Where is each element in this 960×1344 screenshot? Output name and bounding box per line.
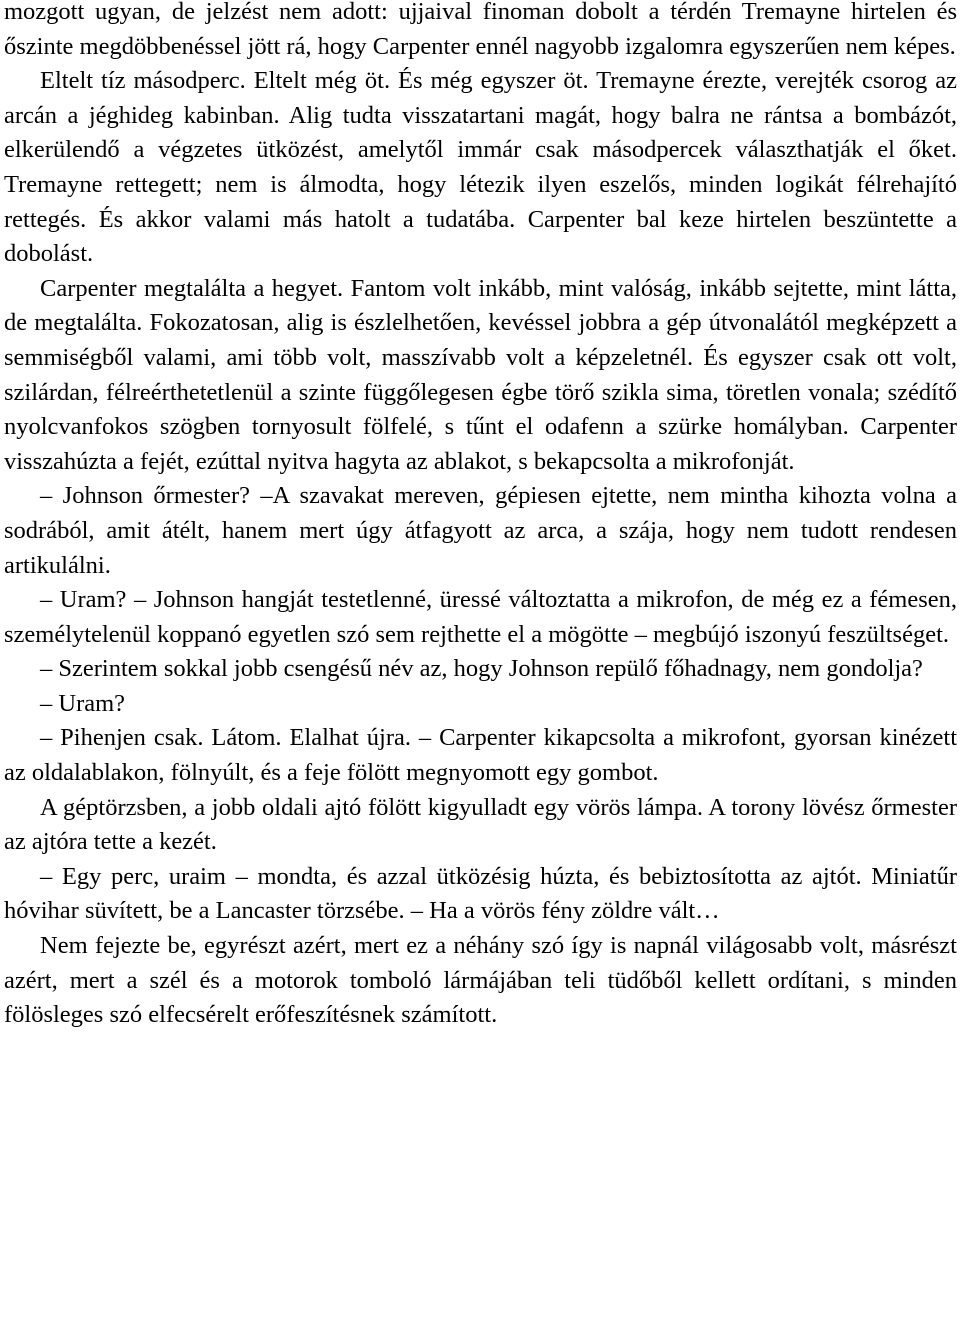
body-text xyxy=(4,0,957,1033)
paragraph: Eltelt tíz másodperc. Eltelt még öt. És még egyszer öt. Tremayne érezte, verejték csorog az arcán a jéghideg kabinban. Alig tudta visszatartani magát, hogy balra ne rántsa a bombázót, elkerülendő a végzetes ütközést, amelytől immár csak másodpercek választhatják el őket. Tremayne rettegett; nem is álmodta, hogy létezik ilyen eszelős, minden logikát félrehajító rettegés. És akkor valami más hatolt a tudatába. Carpenter bal keze hirtelen beszüntette a dobolást. xyxy=(4,67,957,268)
paragraph: A géptörzsben, a jobb oldali ajtó fölött kigyulladt egy vörös lámpa. A torony lövész őrmester az ajtóra tette a kezét. xyxy=(4,793,957,856)
paragraph: mozgott ugyan, de jelzést nem adott: ujjaival finoman dobolt a térdén Tremayne hirtelen és őszinte megdöbbenéssel jött rá, hogy Carpenter ennél nagyobb izgalomra egyszerűen nem képes. xyxy=(4,0,957,60)
dialogue-paragraph: – Egy perc, uraim – mondta, és azzal ütközésig húzta, és bebiztosította az ajtót. Miniatűr hóvihar süvített, be a Lancaster törzsébe. – Ha a vörös fény zöldre vált… xyxy=(4,862,957,925)
paragraph: Carpenter megtalálta a hegyet. Fantom volt inkább, mint valóság, inkább sejtette, mint látta, de megtalálta. Fokozatosan, alig is észlelhetően, kevéssel jobbra a gép útvonalától megképzett a semmiségből valami, ami több volt, masszívabb volt a képzeletnél. És egyszer csak ott volt, szilárdan, félreérthetetlenül a szinte függőlegesen égbe törő szikla sima, töretlen vonala; szédítő nyolcvanfokos szögben tornyosult fölfelé, s tűnt el odafenn a szürke homályban. Carpenter visszahúzta a fejét, ezúttal nyitva hagyta az ablakot, s bekapcsolta a mikrofonját. xyxy=(4,274,957,475)
dialogue-paragraph: – Uram? – Johnson hangját testetlenné, üressé változtatta a mikrofon, de még ez a fémesen, személytelenül koppanó egyetlen szó sem rejthette el a mögötte – megbújó iszonyú feszültséget. xyxy=(4,586,957,648)
paragraph: Nem fejezte be, egyrészt azért, mert ez a néhány szó így is napnál világosabb volt, másrészt azért, mert a szél és a motorok tomboló lármájában teli tüdőből kellett ordítani, s minden fölösleges szó elfecsérelt erőfeszítésnek számított. xyxy=(4,932,957,1029)
dialogue-paragraph: – Pihenjen csak. Látom. Elalhat újra. – Carpenter kikapcsolta a mikrofont, gyorsan kinézett az oldalablakon, fölnyúlt, és a feje fölött megnyomott egy gombot. xyxy=(4,724,957,787)
dialogue-paragraph: – Szerintem sokkal jobb csengésű név az, hogy Johnson repülő főhadnagy, nem gondolja? xyxy=(40,655,923,683)
dialogue-paragraph: – Johnson őrmester? –A szavakat mereven, gépiesen ejtette, nem mintha kihozta volna a sodrából, amit átélt, hanem mert úgy átfagyott az arca, a szája, hogy nem tudott rendesen artikulálni. xyxy=(4,482,957,579)
dialogue-paragraph: – Uram? xyxy=(40,689,126,717)
